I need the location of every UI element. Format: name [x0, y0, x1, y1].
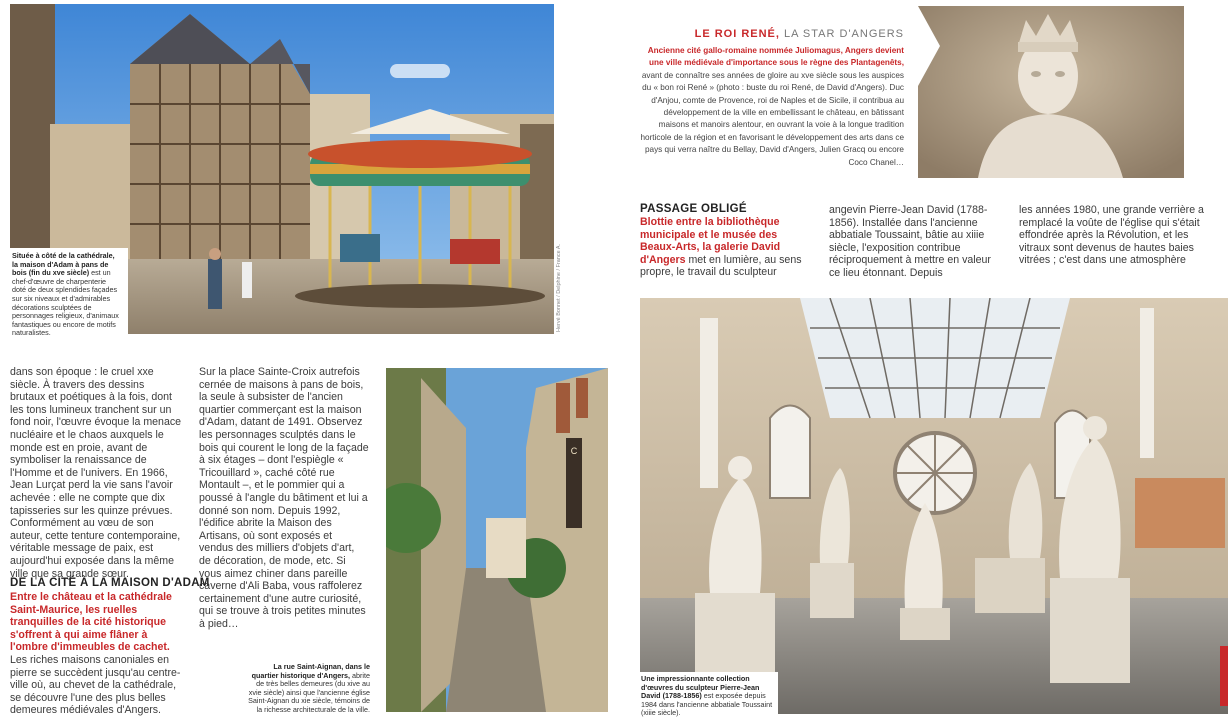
photo2-caption-rest: abrite de très belles demeures (du xive au xvie siècle) ainsi que l'ancienne église Saint-Aignan du xie siècle, témoins de la richesse architecturale de la ville. [248, 670, 370, 714]
passage-lead: Blottie entre la bibliothèque municipale et le musée des Beaux-Arts, la galerie David d'Angers [640, 216, 781, 266]
roi-rene-title-bold: LE ROI RENÉ, [694, 28, 780, 40]
photo4-caption-bold: Une impressionnante collection d'œuvres du sculpteur Pierre-Jean David (1788-1856) [641, 674, 760, 701]
page-edge-bar [1220, 646, 1228, 706]
photo-rue-saint-aignan [386, 368, 608, 712]
photo-galerie-david [640, 298, 1228, 714]
roi-rene-rest: avant de connaître ses années de gloire au xve siècle sous les auspices du « bon roi René » (photo : buste du roi René, de David d'Angers). Duc d'Anjou, comte de Provence, roi de Naples et de Sicile, il contribua au développement de la ville en embellissant le château, en bâtissant maisons et manoirs alentour, en ouvrant la voie à la longue tradition horticole de la région et en favorisant le développement des arts dans ce pays qui verra naître du Bellay, David d'Angers, Julien Gracq ou encore Coco Chanel… [640, 70, 904, 167]
section-title-cite: DE LA CITÉ À LA MAISON D'ADAM [10, 577, 210, 589]
photo-buste-roi-rene [918, 6, 1184, 178]
photo4-caption [636, 672, 778, 720]
photo1-caption-rest: est un chef-d'œuvre de charpenterie doté de deux splendides façades sur six niveaux et d'admirables décorations sculptées de personnages religieux, d'animaux fantastiques ou encore de motifs naturalistes. [12, 268, 119, 338]
left-col1-text: dans son époque : le cruel xxe siècle. À travers des dessins brutaux et poétiques à la fois, dont les tons lumineux tranchent sur un fond noir, l'œuvre évoque la menace nucléaire et le chaos auxquels le monde est en proie, avant de symboliser la renaissance de l'Homme et de l'univers. En 1966, Jean Lurçat perd la vie sans l'avoir achevée : elle ne compte que dix tapisseries sur les quinze prévues. Conformément au vœu de son auteur, cette tenture contemporaine, véritable message de paix, est aujourd'hui exposée dans la même ville que sa grande sœur. [10, 366, 182, 580]
photo1-caption [6, 248, 128, 336]
roi-rene-text [640, 45, 904, 169]
photo-credit: Hervé Bonnet / Delphine / France A. [556, 243, 562, 332]
section-cite-lead: Entre le château et la cathédrale Saint-Maurice, les ruelles tranquilles de la cité historique s'offrent à qui aime flâner à l'ombre d'immeubles de cachet. [10, 591, 172, 654]
passage-col3: les années 1980, une grande verrière a remplacé la voûte de l'église qui s'était effondrée après la Révolution, et les vitraux sont devenus de hautes baies vitrées ; c'est dans une atmosphère [1019, 204, 1204, 267]
roi-rene-title [640, 28, 904, 40]
photo2-caption-bold: La rue Saint-Aignan, dans le quartier historique d'Angers, [251, 662, 370, 680]
passage-title: PASSAGE OBLIGÉ [640, 203, 747, 215]
passage-col1 [640, 216, 810, 279]
roi-rene-box [640, 28, 904, 169]
roi-rene-lead: Ancienne cité gallo-romaine nommée Juliomagus, Angers devient une ville médiévale d'importance sous le règne des Plantagenêts, [647, 46, 904, 68]
passage-col1-rest: met en lumière, au sens propre, le travail du sculpteur [640, 253, 802, 279]
photo4-caption-rest: est exposée depuis 1984 dans l'ancienne abbatiale Toussaint (xiiie siècle). [641, 691, 773, 718]
section-cite-rest: Les riches maisons canoniales en pierre se succèdent jusqu'au centre-ville où, au chevet de la cathédrale, se découvre l'une des plus belles demeures médiévales d'Angers. [10, 653, 181, 717]
photo1-caption-bold: Située à côté de la cathédrale, la maison d'Adam à pans de bois (fin du xve siècle) [12, 251, 115, 278]
roi-rene-title-light: LA STAR D'ANGERS [784, 28, 904, 40]
section-cite-body [10, 591, 182, 717]
left-col2-text: Sur la place Sainte-Croix autrefois cernée de maisons à pans de bois, la seule à subsister de l'ancien quartier commerçant est la maison d'Adam, datant de 1491. Observez les personnages sculptés dans le bois qui courent le long de la façade à six étages – dont l'espiègle « Tricouillard », caché côté rue Montault –, et le pommier qui a poussé à l'angle du bâtiment et lui a donné son nom. Depuis 1992, l'édifice abrite la Maison des Artisans, où sont exposés et vendus des milliers d'objets d'art, de décoration, de mode, etc. Si vous aimez chiner dans pareille caverne d'Ali Baba, vous raffolerez certainement d'une autre curiosité, qui se trouve à trois petites minutes à pied… [199, 366, 369, 630]
passage-col2: angevin Pierre-Jean David (1788-1856). Installée dans l'ancienne abbatiale Toussaint, bâtie au xiiie siècle, l'exposition contribue réciproquement à mettre en valeur ce lieu étonnant. Depuis [829, 204, 991, 279]
creperie-sign: C [570, 446, 578, 456]
photo2-caption [240, 660, 376, 716]
